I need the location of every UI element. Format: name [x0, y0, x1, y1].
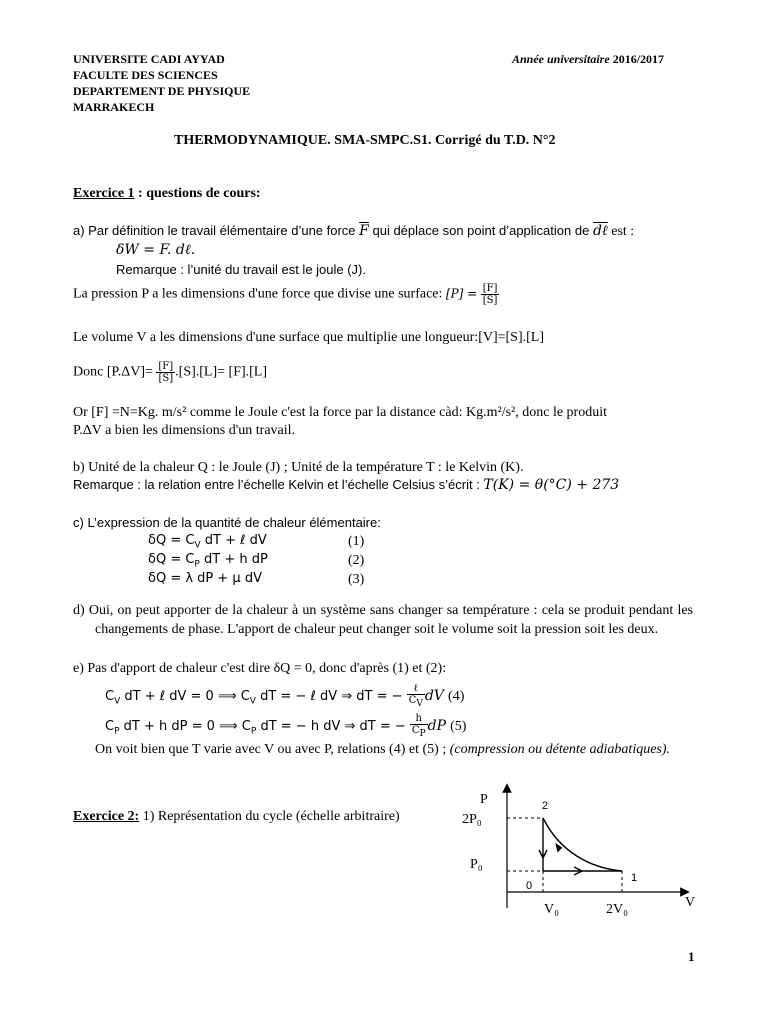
force-vector: $\overline{F}$	[359, 223, 369, 239]
equation-5-number: (5)	[450, 719, 467, 734]
equation-5-main: $C_P$ dT + h dP = 0 ⟹ $C_P$ dT = − h dV ⇒ dT = −	[105, 719, 406, 737]
equation-4	[105, 683, 464, 710]
volume-line: Le volume V a les dimensions d'une surface que multiplie une longueur:[V]=[S].[L]	[73, 330, 545, 345]
part-b-line2	[73, 477, 619, 495]
equation-5-fraction	[410, 713, 428, 740]
page-number: 1	[688, 949, 695, 964]
equation-4-denominator: $C_V$	[408, 695, 423, 709]
donc-numerator: [F]	[158, 361, 174, 372]
part-a-text3: est :	[607, 224, 635, 239]
equation-4-main: $C_V$ dT + ℓ dV = 0 ⟹ $C_V$ dT = − ℓ dV ⇒ dT = −	[105, 689, 403, 707]
point-0-label: 0	[526, 880, 533, 892]
conclusion-main: On voit bien que T varie avec V ou avec P, relations (4) et (5) ;	[95, 742, 450, 757]
donc-result: .[S].[L]= [F].[L]	[175, 364, 268, 380]
equation-3-number: (3)	[348, 572, 365, 587]
fraction-denominator: [S]	[482, 295, 498, 306]
part-c-line: c) L’expression de la quantité de chaleur élémentaire:	[73, 515, 381, 530]
pressure-fraction	[481, 283, 500, 306]
faculty-name: FACULTE DES SCIENCES	[73, 68, 218, 82]
equation-4-numerator: ℓ	[407, 683, 425, 695]
fraction-numerator: [F]	[482, 283, 498, 294]
work-unit-remark: Remarque : l’unité du travail est le joule (J).	[116, 262, 367, 277]
donc-line	[73, 361, 267, 384]
conclusion-italic: (compression ou détente adiabatiques).	[449, 742, 671, 757]
equation-5-numerator: h	[410, 713, 428, 725]
label-p0: P₀	[470, 857, 483, 872]
equation-2: $\delta Q = C_P$ dT + h dP	[148, 552, 268, 570]
exercise-2-heading	[73, 808, 400, 826]
label-2v0: 2V₀	[606, 902, 628, 917]
part-d-text: d) Oui, on peut apporter de la chaleur à un système sans changer sa température : cela se produit pendant les changements de phase. L'apport de chaleur peut changer soit le volume soit la pression soit les deux.	[73, 603, 693, 637]
point-2-label: 2	[542, 800, 549, 812]
kelvin-remark: Remarque : la relation entre l’échelle Kelvin et l’échelle Celsius s’écrit :	[73, 477, 484, 492]
equation-3: δQ = λ dP + μ dV	[148, 571, 262, 586]
axis-p-label: P	[480, 792, 488, 807]
exercise-1-label: Exercice 1	[73, 186, 135, 201]
pressure-line	[73, 283, 499, 306]
equation-1-number: (1)	[348, 534, 365, 549]
part-b-line1: b) Unité de la chaleur Q : le Joule (J) ; Unité de la température T : le Kelvin (K).	[73, 460, 524, 475]
kelvin-celsius-formula: T(K) = θ(°C) + 273	[483, 477, 620, 493]
donc-fraction	[156, 361, 175, 384]
force-unit-line: Or [F] =N=Kg. m/s² comme le Joule c'est la force par la distance càd: Kg.m²/s², donc le produit	[73, 405, 607, 420]
equation-4-end: dV	[424, 688, 444, 704]
equation-4-fraction	[407, 683, 425, 710]
conclusion-text	[95, 741, 695, 759]
page-title: THERMODYNAMIQUE. SMA-SMPC.S1. Corrigé du T.D. N°2	[174, 133, 556, 148]
part-a-text1: a) Par définition le travail élémentaire d’une force	[73, 223, 360, 238]
displacement-vector: dℓ	[592, 223, 608, 239]
point-1-label: 1	[631, 872, 638, 884]
university-name: UNIVERSITE CADI AYYAD	[73, 52, 225, 66]
work-formula: δW = F. dℓ.	[116, 242, 196, 258]
equation-2-number: (2)	[348, 553, 365, 568]
isotherm-arrow	[556, 844, 562, 852]
exercise-2-label: Exercice 2:	[73, 809, 140, 824]
label-v0: V₀	[544, 902, 559, 917]
equation-1: $\delta Q = C_V$ dT + ℓ dV	[148, 533, 267, 551]
exercise-2-text: 1) Représentation du cycle (échelle arbitraire)	[139, 809, 400, 824]
year-value: 2016/2017	[612, 52, 665, 66]
pressure-lhs: [P] =	[445, 286, 478, 301]
department-name: DEPARTEMENT DE PHYSIQUE	[73, 84, 251, 98]
donc-denominator: [S]	[158, 373, 174, 384]
pressure-text: La pression P a les dimensions d'une force que divise une surface:	[73, 286, 443, 302]
part-e-line: e) Pas d'apport de chaleur c'est dire δQ = 0, donc d'après (1) et (2):	[73, 661, 447, 676]
part-a-line1	[73, 223, 634, 241]
year-label: Année universitaire	[512, 52, 610, 66]
pv-cycle-diagram	[450, 780, 710, 920]
axis-v-label: V	[685, 895, 696, 910]
isotherm-curve	[543, 818, 622, 871]
exercise-1-heading	[73, 185, 261, 203]
academic-year	[512, 51, 664, 67]
equation-4-number: (4)	[448, 689, 465, 704]
exercise-1-title: : questions de cours:	[134, 186, 261, 201]
equation-5-denominator: $C_P$	[411, 725, 426, 739]
city-name: MARRAKECH	[73, 100, 155, 114]
equation-5	[105, 713, 466, 740]
equation-5-end: dP	[427, 718, 446, 734]
work-dimension-line: P.ΔV a bien les dimensions d'un travail.	[73, 423, 296, 438]
label-2p0: 2P₀	[462, 812, 482, 827]
part-a-text2: qui déplace son point d’application de	[368, 223, 593, 238]
donc-text: Donc [P.ΔV]=	[73, 364, 153, 380]
